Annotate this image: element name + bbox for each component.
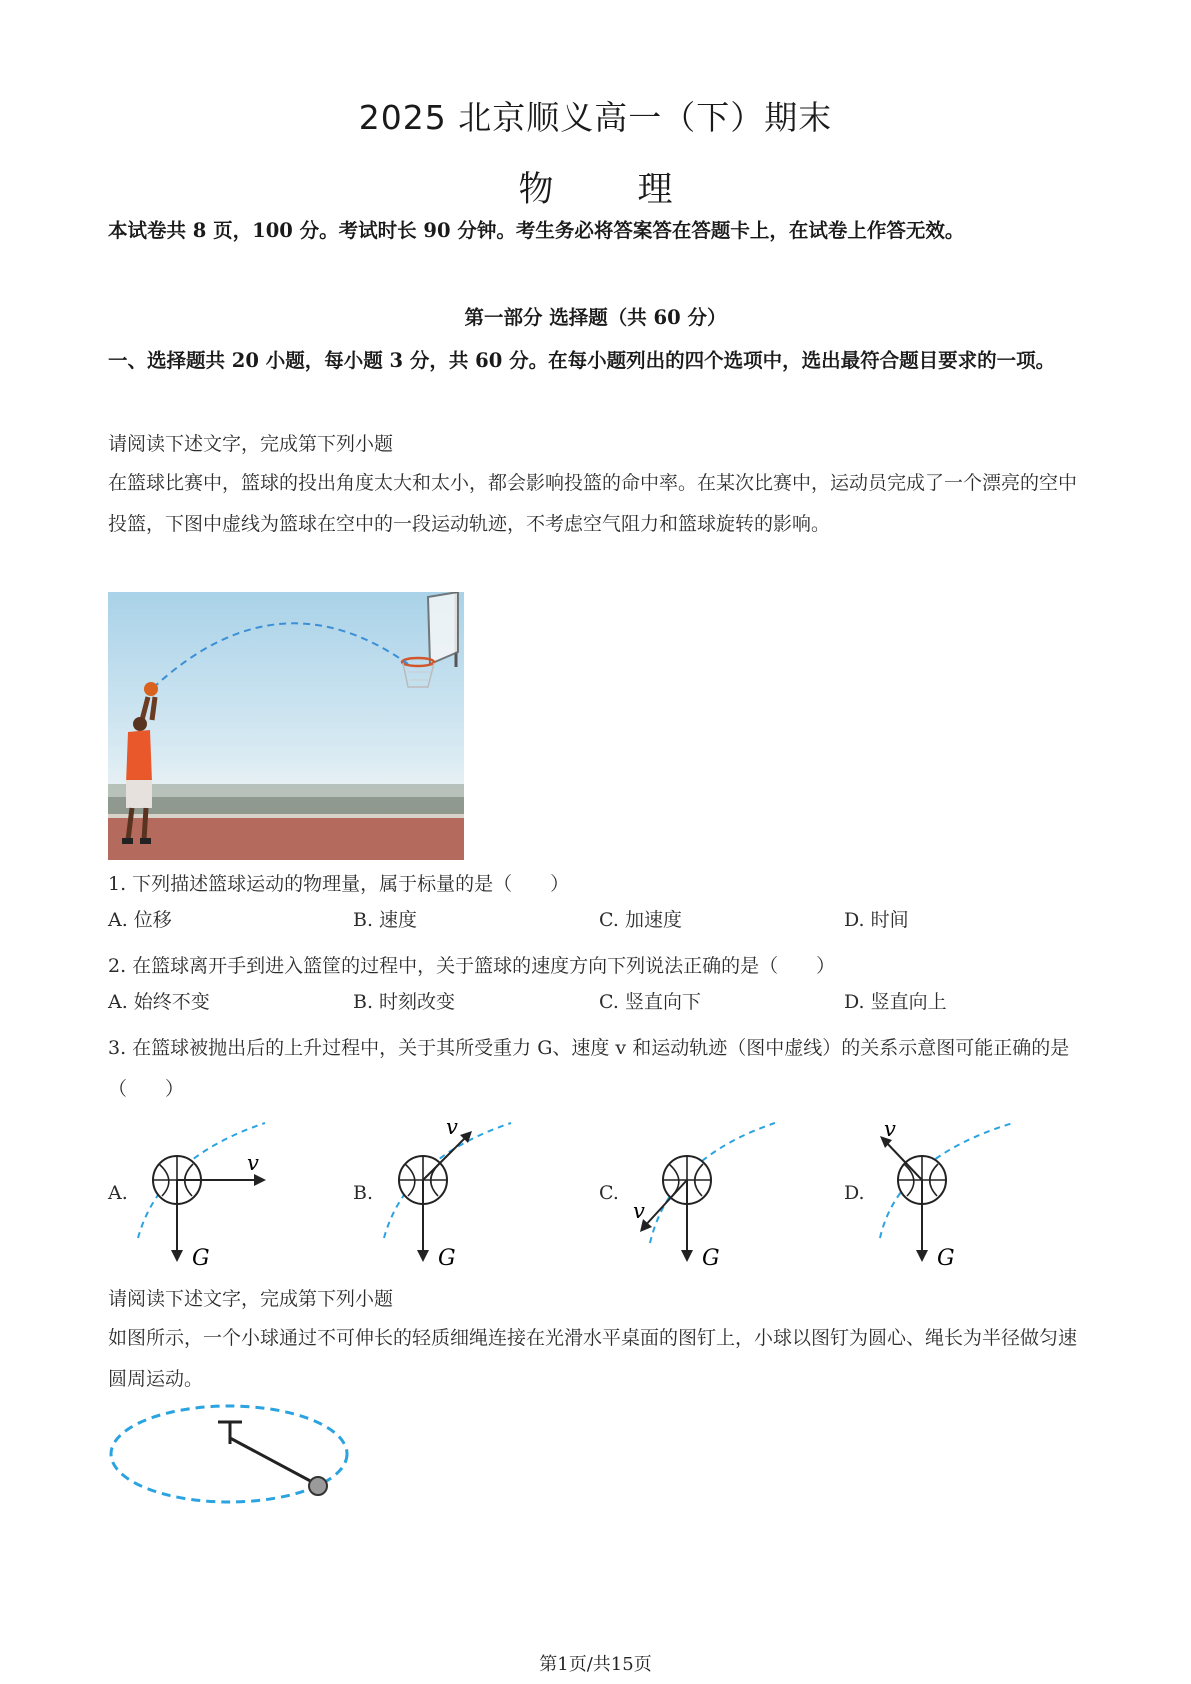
q2-option-b[interactable]: B. 时刻改变: [353, 991, 456, 1013]
g-label: G: [937, 1246, 955, 1268]
q3-option-b-label[interactable]: B.: [353, 1182, 374, 1204]
page-footer: 第1页/共15页: [539, 1654, 652, 1675]
q3-diagram-a[interactable]: [130, 1118, 280, 1268]
q1-option-b[interactable]: B. 速度: [353, 909, 418, 931]
q2-option-d[interactable]: D. 竖直向上: [844, 991, 947, 1013]
q2-option-a[interactable]: A. 始终不变: [108, 991, 210, 1013]
ball-icon: [309, 1477, 327, 1495]
q3-stem: 3. 在篮球被抛出后的上升过程中，关于其所受重力 G、速度 v 和运动轨迹（图中虚线）的关系示意图可能正确的是（ ）: [108, 1037, 1070, 1100]
pushpin-icon: [218, 1422, 242, 1444]
group1-passage: 在篮球比赛中，篮球的投出角度太大和太小，都会影响投篮的命中率。在某次比赛中，运动员完成了一个漂亮的空中投篮，下图中虚线为篮球在空中的一段运动轨迹，不考虑空气阻力和篮球旋转的影响。: [108, 472, 1078, 535]
q3-diagram-b[interactable]: [376, 1118, 526, 1268]
v-label: v: [884, 1118, 896, 1141]
exam-instructions: 本试卷共 8 页，100 分。考试时长 90 分钟。考生务必将答案答在答题卡上，在试卷上作答无效。: [108, 219, 965, 242]
basketball-photo: [108, 592, 464, 860]
q3-diagram-d[interactable]: [868, 1118, 1018, 1268]
v-label: v: [633, 1199, 645, 1223]
circular-motion-diagram: [106, 1398, 356, 1510]
subject-char-1: 物: [518, 170, 554, 210]
v-label: v: [247, 1151, 259, 1175]
section1-description: 一、选择题共 20 小题，每小题 3 分，共 60 分。在每小题列出的四个选项中，选出最符合题目要求的一项。: [108, 349, 1056, 372]
group2-passage: 如图所示，一个小球通过不可伸长的轻质细绳连接在光滑水平桌面的图钉上，小球以图钉为圆心、绳长为半径做匀速圆周运动。: [108, 1327, 1078, 1390]
q1-option-a[interactable]: A. 位移: [108, 909, 172, 931]
group2-intro: 请阅读下述文字，完成第下列小题: [108, 1288, 394, 1310]
q3-option-c-label[interactable]: C.: [599, 1182, 619, 1204]
subject-title: [0, 162, 1191, 212]
v-label: v: [446, 1118, 458, 1139]
basketball-photo-svg: [108, 592, 464, 860]
subject-char-2: 理: [637, 170, 673, 210]
q3-option-a-label[interactable]: A.: [108, 1182, 128, 1204]
string-line: [230, 1438, 316, 1484]
q2-option-c[interactable]: C. 竖直向下: [599, 991, 701, 1013]
q3-diagram-c[interactable]: [625, 1118, 775, 1268]
g-label: G: [192, 1246, 210, 1268]
q1-stem: 1. 下列描述篮球运动的物理量，属于标量的是（ ）: [108, 873, 570, 895]
group1-intro: 请阅读下述文字，完成第下列小题: [108, 433, 394, 455]
q1-option-d[interactable]: D. 时间: [844, 909, 909, 931]
q3-option-d-label[interactable]: D.: [844, 1182, 865, 1204]
q2-stem: 2. 在篮球离开手到进入篮筐的过程中，关于篮球的速度方向下列说法正确的是（ ）: [108, 955, 836, 977]
q1-option-c[interactable]: C. 加速度: [599, 909, 682, 931]
g-label: G: [438, 1246, 456, 1268]
part1-title: 第一部分 选择题（共 60 分）: [464, 306, 727, 329]
g-label: G: [702, 1246, 720, 1268]
exam-title: 2025 北京顺义高一（下）期末: [358, 98, 833, 137]
